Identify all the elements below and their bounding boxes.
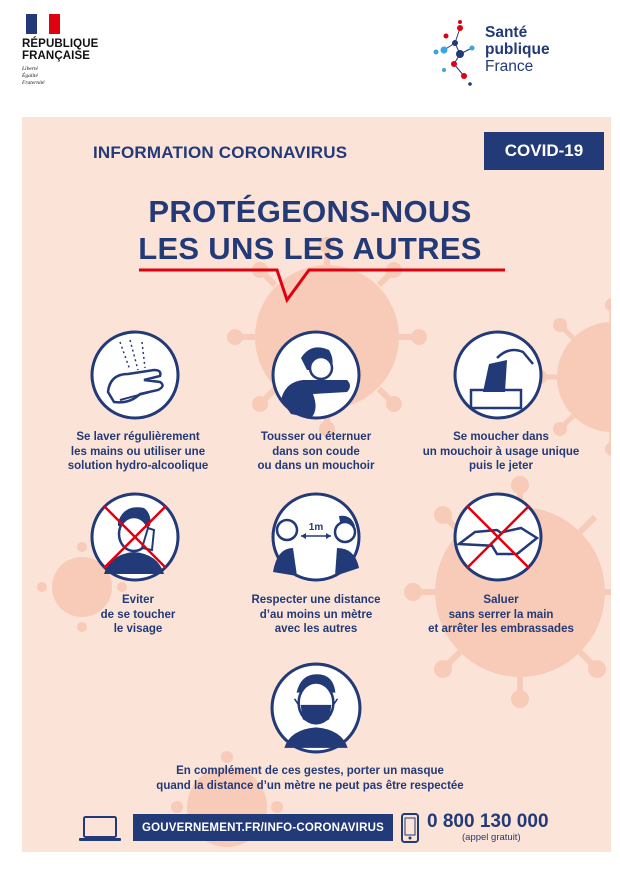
gesture-caption: Respecter une distance d’au moins un mètre avec les autres (251, 594, 381, 635)
face-mask-icon (270, 662, 362, 754)
info-coronavirus-link[interactable]: GOUVERNEMENT.FR/INFO-CORONAVIRUS (133, 814, 393, 841)
gesture-caption: Se laver régulièrement les mains ou utiliser une solution hydro-alcoolique (67, 431, 209, 472)
distance-label: 1m (308, 522, 324, 533)
sante-publique-dots-icon (432, 18, 478, 90)
phone-number[interactable]: 0 800 130 000 (427, 811, 549, 832)
gesture-caption: Tousser ou éternuer dans son coude ou dans un mouchoir (257, 431, 375, 472)
republic-motto: Liberté Égalité Fraternité (22, 66, 45, 86)
hand-washing-icon (90, 330, 180, 420)
republique-francaise-name: RÉPUBLIQUE FRANÇAISE (22, 38, 99, 62)
mask-caption: En complément de ces gestes, porter un masque quand la distance d’un mètre ne peut pas être respectée (156, 765, 464, 792)
sante-publique-france-name: Santé publique France (485, 24, 550, 75)
covid-badge: COVID-19 (484, 132, 604, 170)
cough-elbow-icon (271, 330, 361, 420)
phone-note: (appel gratuit) (462, 832, 521, 843)
gesture-caption: Eviter de se toucher le visage (100, 594, 176, 635)
republique-flag-logo (26, 14, 60, 34)
distance-icon (271, 492, 361, 582)
no-face-touch-icon (90, 492, 180, 582)
tissue-icon (453, 330, 543, 420)
poster-title: PROTÉGEONS-NOUS LES UNS LES AUTRES (138, 194, 482, 266)
gesture-caption: Se moucher dans un mouchoir à usage unique puis le jeter (422, 431, 580, 472)
information-kicker: INFORMATION CORONAVIRUS (93, 143, 348, 162)
no-handshake-icon (453, 492, 543, 582)
speech-bubble-underline (137, 262, 507, 308)
laptop-icon (78, 815, 122, 843)
phone-icon (401, 813, 419, 843)
gesture-caption: Saluer sans serrer la main et arrêter les embrassades (428, 594, 574, 635)
